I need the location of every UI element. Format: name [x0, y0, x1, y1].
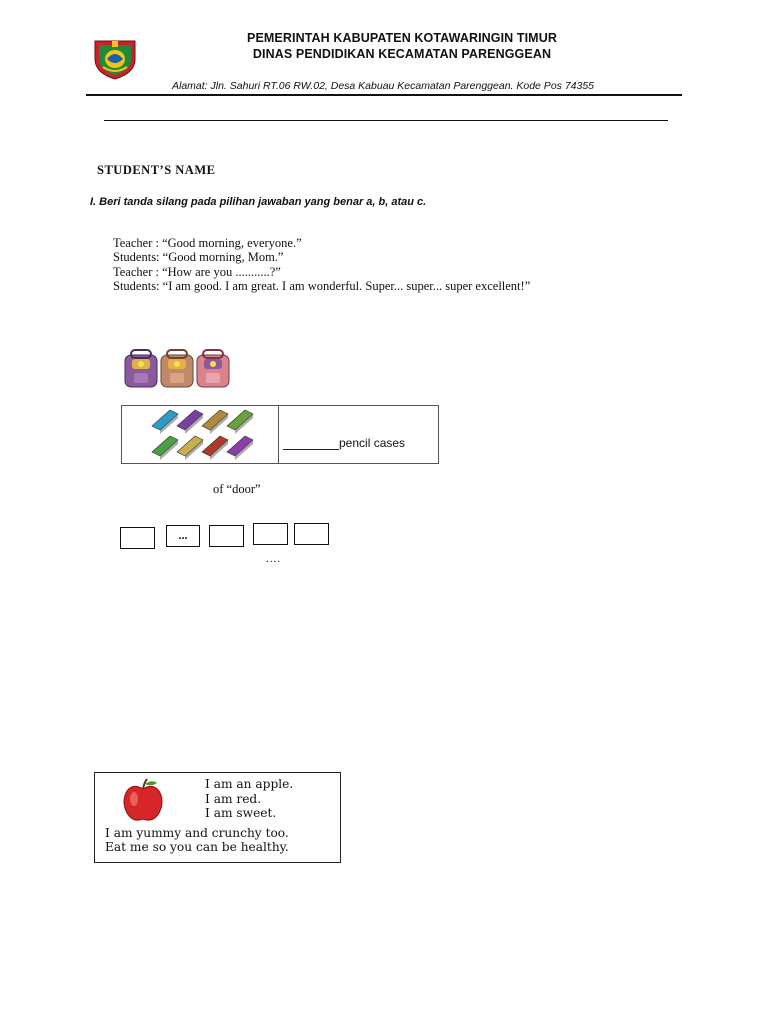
- dialog-line: Students: “I am good. I am great. I am wonderful. Super... super... super excellent!”: [113, 278, 531, 293]
- header-divider: [86, 94, 682, 96]
- dialog-line: Teacher : “Good morning, everyone.”: [113, 236, 302, 250]
- dialog-line: Teacher : “How are you ...........?”: [113, 264, 281, 279]
- school-bags-icon: [122, 347, 234, 389]
- student-name-label: STUDENT’S NAME: [97, 163, 216, 177]
- dialog-line: Students: “Good morning, Mom.”: [113, 250, 284, 265]
- door-text: of “door”: [213, 482, 261, 496]
- answer-blank[interactable]: [283, 449, 339, 450]
- pencil-case-table-divider: [278, 405, 279, 463]
- dialog-block: [113, 236, 530, 293]
- letter-box[interactable]: [209, 525, 244, 547]
- letter-box[interactable]: [253, 523, 288, 545]
- letter-box[interactable]: [294, 523, 329, 545]
- dots-text: ....: [266, 553, 281, 565]
- letter-box[interactable]: [120, 527, 155, 549]
- apple-icon: [119, 777, 167, 825]
- header-divider-thin: [104, 120, 668, 121]
- poem-line: I am yummy and crunchy too.: [105, 826, 289, 840]
- poem-line: I am red.: [205, 792, 262, 806]
- poem-line: I am sweet.: [205, 806, 277, 820]
- header-line-2: DINAS PENDIDIKAN KECAMATAN PARENGGEAN: [252, 47, 552, 61]
- header-line-1: PEMERINTAH KABUPATEN KOTAWARINGIN TIMUR: [247, 31, 557, 45]
- poem-line: Eat me so you can be healthy.: [105, 840, 289, 854]
- poem-line: I am an apple.: [205, 777, 294, 791]
- pencil-cases-icon: [150, 408, 254, 460]
- header-address: Alamat: Jln. Sahuri RT.06 RW.02, Desa Kabuau Kecamatan Parenggean. Kode Pos 74355: [172, 80, 595, 92]
- regency-emblem-icon: [91, 37, 139, 80]
- letter-box[interactable]: ...: [166, 525, 200, 547]
- instruction-text: I. Beri tanda silang pada pilihan jawaban yang benar a, b, atau c.: [90, 196, 427, 208]
- pencil-case-answer: pencil cases: [339, 436, 406, 450]
